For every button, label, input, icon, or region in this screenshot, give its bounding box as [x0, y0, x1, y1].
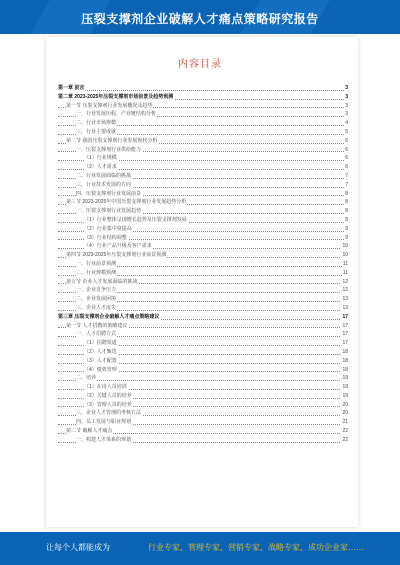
toc-entry[interactable] [58, 313, 348, 322]
toc-entry-page: 22 [342, 436, 348, 443]
toc-entry[interactable] [58, 110, 348, 119]
toc-entry-text: 一、压裂支撑剂行业供给能力 [76, 146, 142, 153]
toc-entry[interactable] [58, 93, 348, 102]
toc-entry-page: 20 [342, 410, 348, 417]
toc-entry-page: 8 [345, 190, 348, 197]
toc-entry-text: （2）行业集中度提高 [84, 225, 132, 232]
toc-entry-text: （1）在岗人员培训 [84, 384, 127, 391]
toc-entry-text: 第一节 人才招聘的策略建议 [66, 322, 128, 329]
toc-entry[interactable] [58, 278, 348, 287]
toc-entry-text: （1）行业规模 [84, 155, 117, 162]
toc-entry-page: 10 [342, 252, 348, 259]
footer-slogan: 让每个人都能成为 [46, 543, 110, 552]
toc-entry[interactable] [58, 401, 348, 410]
toc-entry-text: （2）关键人员的培养 [84, 392, 132, 399]
toc-entry-text: （4）绩效管理 [84, 366, 117, 373]
toc-entry[interactable] [58, 234, 348, 243]
toc-entry-text: 二、企业发展困境 [76, 296, 117, 303]
toc-entry-page: 8 [345, 216, 348, 223]
toc-entry-text: （1）行业整体呈现增长趋势及压裂支撑剂发展 [84, 216, 187, 223]
toc-entry[interactable] [58, 181, 348, 190]
toc-list [58, 84, 348, 445]
toc-entry[interactable] [58, 260, 348, 269]
toc-entry-page: 7 [345, 172, 348, 179]
toc-entry[interactable] [58, 409, 348, 418]
toc-entry-text: 第四节 2023-2025年压裂支撑剂行业前景预测 [66, 252, 167, 259]
toc-entry[interactable] [58, 119, 348, 128]
toc-entry-page: 6 [345, 164, 348, 171]
toc-entry-page: 19 [342, 392, 348, 399]
toc-entry-text: （3）人才配置 [84, 357, 117, 364]
toc-entry-page: 6 [345, 146, 348, 153]
toc-entry-text: 二、行业市场规模 [76, 120, 117, 127]
toc-entry[interactable] [58, 383, 348, 392]
toc-entry[interactable] [58, 146, 348, 155]
toc-entry-text: 第五节 企业人才发展面临的挑战 [66, 278, 138, 285]
toc-entry-page: 21 [342, 419, 348, 426]
toc-entry[interactable] [58, 330, 348, 339]
toc-entry-page: 19 [342, 384, 348, 391]
toc-entry[interactable] [58, 242, 348, 251]
toc-entry-page: 5 [345, 128, 348, 135]
toc-entry-page: 6 [345, 155, 348, 162]
toc-entry[interactable] [58, 357, 348, 366]
toc-entry[interactable] [58, 295, 348, 304]
toc-entry[interactable] [58, 392, 348, 401]
toc-entry[interactable] [58, 366, 348, 375]
toc-entry-page: 8 [345, 208, 348, 215]
footer-slogan-highlight: 行业专家、管理专家、营销专家、战略专家、成功企业家…… [148, 543, 364, 552]
toc-entry[interactable] [58, 84, 348, 93]
toc-entry[interactable] [58, 322, 348, 331]
toc-entry[interactable] [58, 216, 348, 225]
toc-entry[interactable] [58, 269, 348, 278]
toc-entry[interactable] [58, 427, 348, 436]
toc-entry-page: 17 [342, 313, 348, 320]
toc-entry-text: 三、行业主要成就 [76, 128, 117, 135]
toc-entry-page: 17 [342, 322, 348, 329]
toc-entry-text: 四、压裂支撑剂行业发展前景 [76, 190, 142, 197]
toc-entry-text: 一、构建人才体系的规划 [76, 436, 132, 443]
toc-entry[interactable] [58, 198, 348, 207]
toc-entry[interactable] [58, 190, 348, 199]
toc-entry[interactable] [58, 128, 348, 137]
toc-entry-text: （2）人才需求 [84, 164, 117, 171]
toc-entry-page: 9 [345, 225, 348, 232]
toc-entry[interactable] [58, 154, 348, 163]
toc-entry[interactable] [58, 207, 348, 216]
toc-entry-page: 3 [345, 111, 348, 118]
toc-entry-page: 7 [345, 181, 348, 188]
toc-entry-page: 20 [342, 401, 348, 408]
toc-entry[interactable] [58, 286, 348, 295]
toc-entry-text: 第一章 前言 [58, 85, 85, 91]
toc-entry-text: 第二节 我国压裂支撑剂行业发展现状分析 [66, 137, 158, 144]
toc-entry-text: 一、行业前景预测 [76, 260, 117, 267]
toc-entry-text: （3）行业结构调整 [84, 234, 127, 241]
report-title: 压裂支撑剂企业破解人才痛点策略研究报告 [81, 12, 319, 26]
toc-entry-page: 11 [342, 269, 348, 276]
toc-entry-page: 6 [345, 137, 348, 144]
toc-entry[interactable] [58, 251, 348, 260]
toc-entry-text: 第三节 2023-2025年中国压裂支撑剂行业发展趋势分析 [66, 199, 187, 206]
toc-entry-page: 18 [342, 348, 348, 355]
toc-entry-page: 10 [342, 243, 348, 250]
toc-entry-page: 3 [345, 93, 348, 100]
toc-entry[interactable] [58, 137, 348, 146]
toc-entry-text: （1）招聘渠道 [84, 340, 117, 347]
toc-entry[interactable] [58, 436, 348, 445]
toc-leader-dots [58, 90, 348, 91]
toc-entry-page: 4 [345, 120, 348, 127]
toc-entry[interactable] [58, 163, 348, 172]
toc-entry-page: 13 [342, 304, 348, 311]
toc-entry[interactable] [58, 339, 348, 348]
toc-entry-text: 三、企业人才流失 [76, 304, 117, 311]
toc-entry-text: （4）行业产品升级及客户需求 [84, 243, 152, 250]
toc-entry-text: 二、行业规模预测 [76, 269, 117, 276]
toc-entry-text: 一、压裂支撑剂行业发展趋势 [76, 208, 142, 215]
toc-entry-page: 9 [345, 234, 348, 241]
toc-entry-text: 一、人才招聘方式 [76, 331, 117, 338]
toc-entry[interactable] [58, 304, 348, 313]
toc-entry-page: 12 [342, 278, 348, 285]
toc-entry[interactable] [58, 418, 348, 427]
toc-title: 内容目录 [178, 59, 222, 70]
toc-entry-page: 3 [345, 85, 348, 91]
toc-entry-page: 19 [342, 375, 348, 382]
toc-entry-text: 第二节 破解人才痛点 [66, 428, 113, 435]
toc-entry-text: 三、企业人才管理的考核方法 [76, 410, 142, 417]
toc-entry[interactable] [58, 225, 348, 234]
toc-entry-page: 8 [345, 199, 348, 206]
toc-entry-page: 17 [342, 331, 348, 338]
toc-entry-page: 17 [342, 340, 348, 347]
toc-entry-page: 13 [342, 296, 348, 303]
toc-entry-text: 四、员工发展与职业规划 [76, 419, 132, 426]
toc-entry-text: 一、行业发展历程、产业链结构分析 [76, 111, 157, 118]
toc-entry-text: 二、行业发展面临的挑战 [76, 172, 132, 179]
toc-entry-page: 12 [342, 287, 348, 294]
report-header [0, 0, 400, 34]
toc-entry-page: 18 [342, 357, 348, 364]
toc-entry[interactable] [58, 172, 348, 181]
toc-entry-page: 18 [342, 366, 348, 373]
toc-entry-text: 第三章 压裂支撑剂企业破解人才痛点策略建议 [58, 313, 160, 320]
toc-entry[interactable] [58, 374, 348, 383]
toc-entry-text: 三、行业技术发展的方向 [76, 181, 132, 188]
toc-entry-text: （2）人才甄选 [84, 348, 117, 355]
toc-entry-page: 11 [342, 260, 348, 267]
toc-entry-page: 3 [345, 102, 348, 109]
toc-entry-text: （3）管理人员的培养 [84, 401, 132, 408]
report-footer [0, 532, 400, 565]
toc-entry-text: 第二章 2023-2025年压裂支撑剂市场前景及趋势预测 [58, 93, 174, 100]
toc-entry[interactable] [58, 102, 348, 111]
toc-entry-text: 二、培养 [76, 375, 97, 382]
toc-entry-text: 一、企业竞争压力 [76, 287, 117, 294]
toc-entry-page: 22 [342, 428, 348, 435]
toc-entry-text: 第一节 压裂支撑剂行业发展概况及趋势 [66, 102, 153, 109]
toc-entry[interactable] [58, 348, 348, 357]
toc-leader-dots [58, 380, 348, 381]
